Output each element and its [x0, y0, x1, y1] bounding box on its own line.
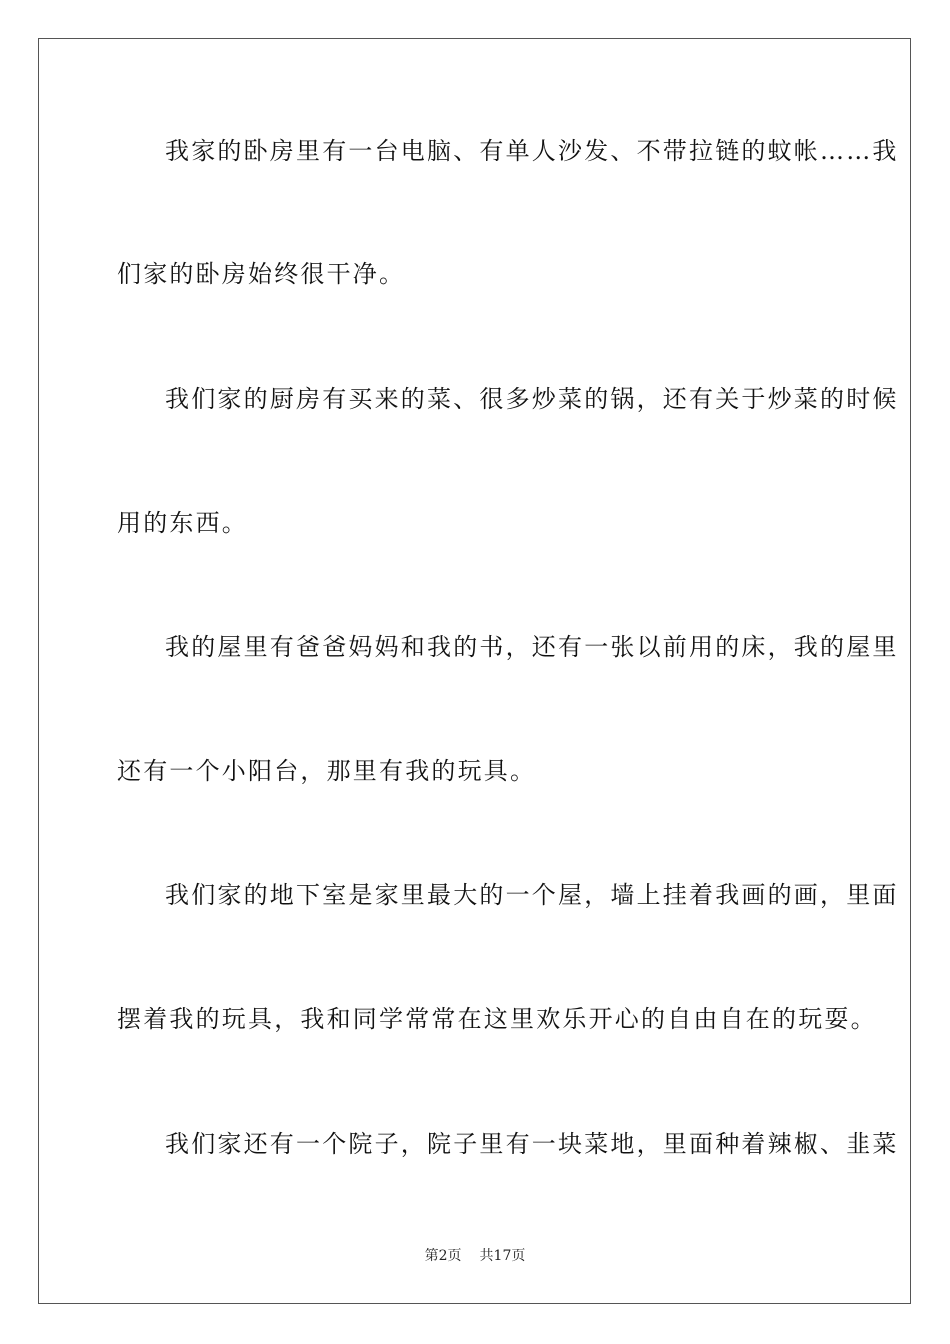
page-frame: [38, 38, 911, 1304]
page-footer: [0, 1247, 950, 1265]
paragraph-1-line-1: 我家的卧房里有一台电脑、有单人沙发、不带拉链的蚊帐……我: [165, 137, 899, 165]
paragraph-1-line-2: 们家的卧房始终很干净。: [117, 260, 406, 288]
paragraph-2-line-2: 用的东西。: [117, 509, 248, 537]
paragraph-2-line-1: 我们家的厨房有买来的菜、很多炒菜的锅，还有关于炒菜的时候: [165, 385, 899, 413]
paragraph-3-line-1: 我的屋里有爸爸妈妈和我的书，还有一张以前用的床，我的屋里: [165, 633, 899, 661]
paragraph-3-line-2: 还有一个小阳台，那里有我的玩具。: [117, 757, 537, 785]
paragraph-4-line-1: 我们家的地下室是家里最大的一个屋，墙上挂着我画的画，里面: [165, 881, 899, 909]
paragraph-5-line-1: 我们家还有一个院子，院子里有一块菜地，里面种着辣椒、韭菜: [165, 1130, 899, 1158]
page-number: 第2页: [424, 1248, 462, 1264]
paragraph-4-line-2: 摆着我的玩具，我和同学常常在这里欢乐开心的自由自在的玩耍。: [117, 1005, 877, 1033]
total-pages: 共17页: [479, 1248, 526, 1264]
